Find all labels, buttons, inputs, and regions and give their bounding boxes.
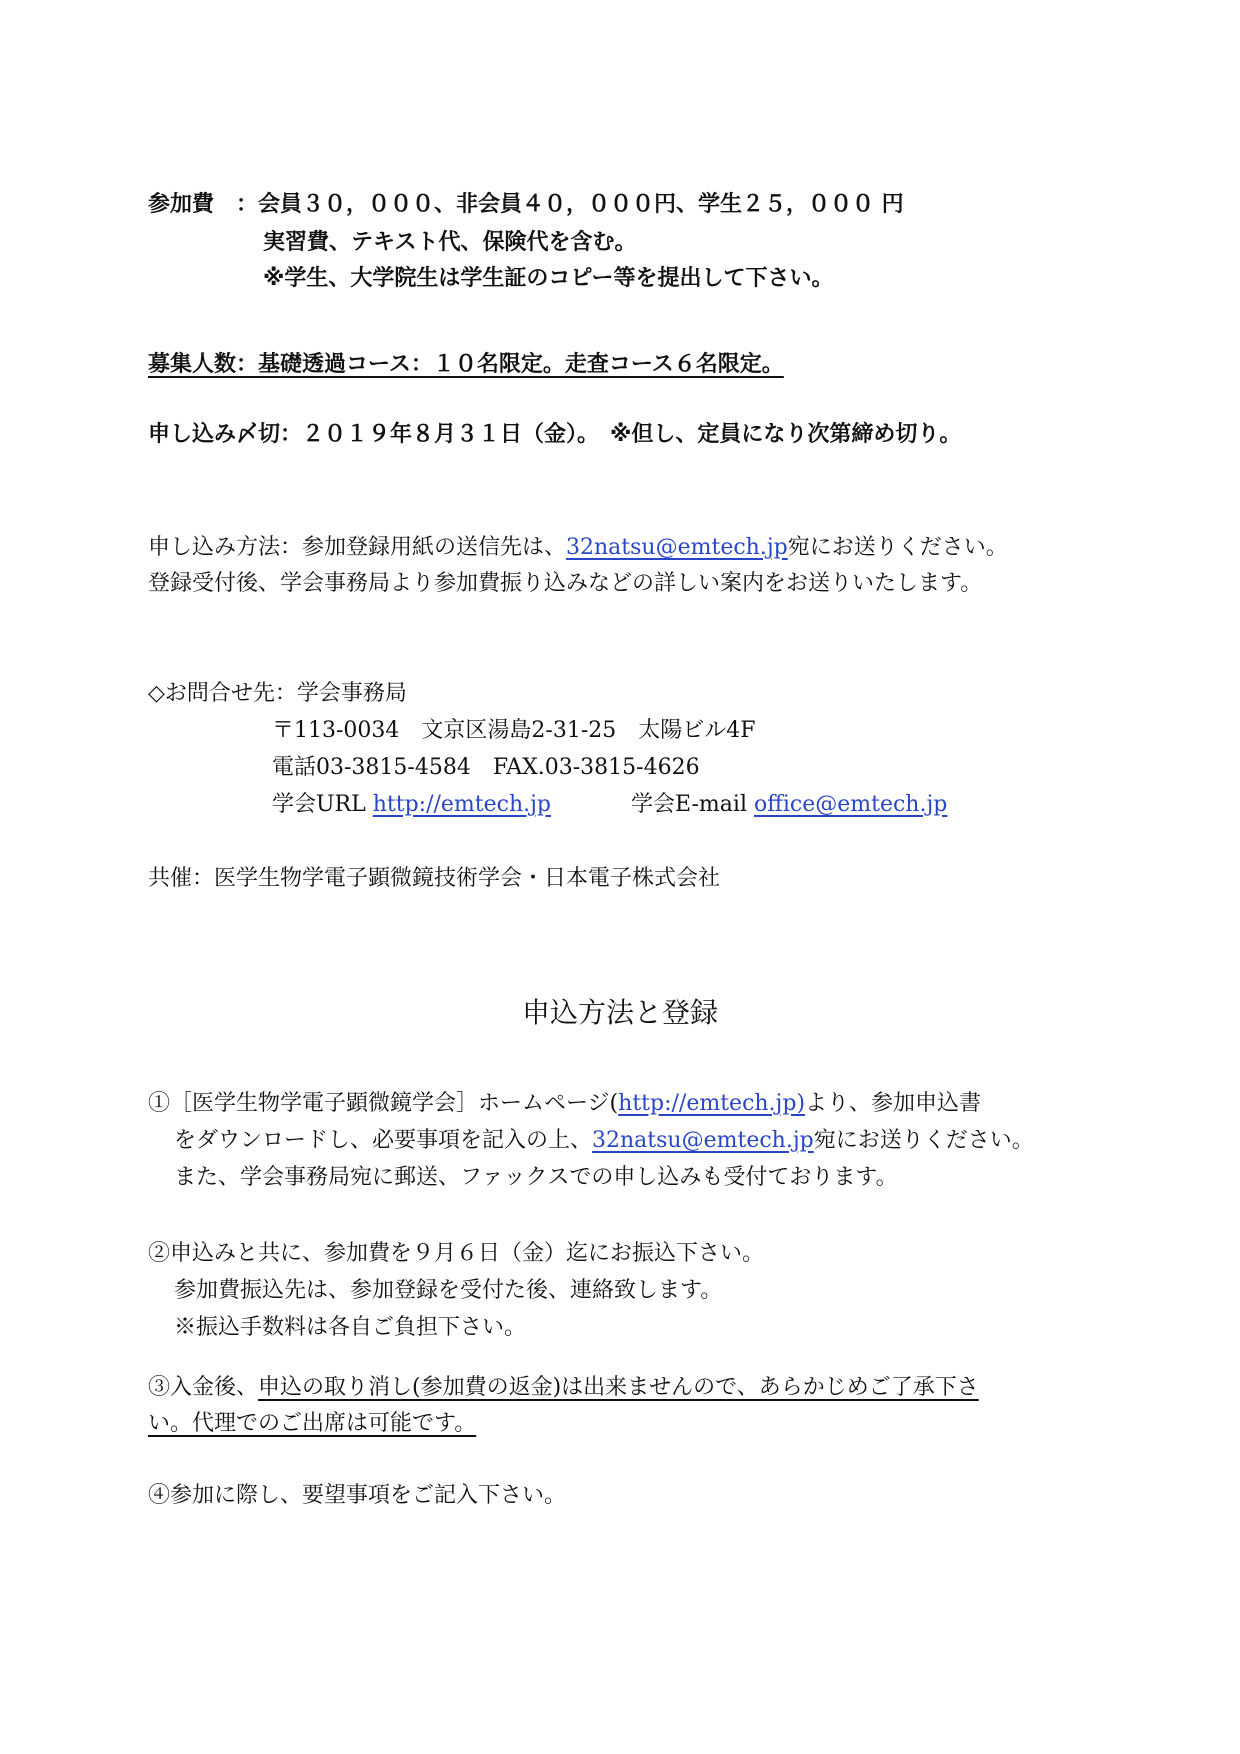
- step-3-line-2: い。代理でのご出席は可能です。: [148, 1411, 477, 1436]
- step-1-line-2-suffix: 宛にお送りください。: [813, 1128, 1034, 1153]
- step-2-line-1: ②申込みと共に、参加費を９月６日（金）迄にお振込下さい。: [148, 1241, 765, 1266]
- method-line-2: 登録受付後、学会事務局より参加費振り込みなどの詳しい案内をお送りいたします。: [148, 571, 983, 596]
- fee-label: 参加費 ：: [148, 192, 259, 217]
- society-email-link[interactable]: office@emtech.jp: [753, 792, 948, 817]
- email-label: 学会E-mail: [631, 792, 747, 817]
- fee-amounts: 会員３０，０００、非会員４０，０００円、学生２５，０００ 円: [258, 192, 904, 217]
- contact-address: 〒113-0034 文京区湯島2-31-25 太陽ビル4F: [272, 718, 756, 743]
- method-suffix: 宛にお送りください。: [787, 535, 1008, 560]
- url-label: 学会URL: [272, 792, 366, 817]
- society-url-link[interactable]: http://emtech.jp: [372, 792, 552, 817]
- homepage-link[interactable]: http://emtech.jp): [618, 1091, 806, 1116]
- fee-includes: 実習費、テキスト代、保険代を含む。: [263, 230, 637, 255]
- step-1-line-2: [174, 1126, 1034, 1156]
- step-1-suffix: より、参加申込書: [805, 1091, 982, 1116]
- contact-web: [272, 790, 947, 820]
- section-heading: 申込方法と登録: [521, 996, 718, 1029]
- recruit-count: 募集人数：基礎透過コース：１０名限定。走査コース６名限定。: [148, 352, 784, 377]
- method-prefix: 申し込み方法：参加登録用紙の送信先は、: [148, 535, 567, 560]
- step-3-prefix: ③入金後、: [148, 1375, 259, 1400]
- fee-line-1: [148, 190, 904, 220]
- step-3-line-1: [148, 1373, 979, 1403]
- step-3-cancellation-note: 申込の取り消し(参加費の返金)は出来ませんので、あらかじめご了承下さ: [258, 1375, 979, 1400]
- step-4: ④参加に際し、要望事項をご記入下さい。: [148, 1483, 567, 1508]
- step-1-line-1: [148, 1089, 981, 1119]
- step-1-prefix: ①［医学生物学電子顕微鏡学会］ホームページ(: [148, 1091, 619, 1116]
- contact-phone-fax: 電話03-3815-4584 FAX.03-3815-4626: [272, 755, 700, 780]
- method-line-1: [148, 533, 1008, 563]
- contact-title: ◇お問合せ先：学会事務局: [148, 681, 407, 706]
- application-deadline: 申し込み〆切：２０１９年８月３１日（金）。 ※但し、定員になり次第締め切り。: [148, 422, 962, 447]
- method-email-link[interactable]: 32natsu@emtech.jp: [566, 535, 788, 560]
- step-1-line-3: また、学会事務局宛に郵送、ファックスでの申し込みも受付ております。: [174, 1165, 898, 1190]
- fee-student-note: ※学生、大学院生は学生証のコピー等を提出して下さい。: [263, 266, 834, 291]
- step-1-email-link[interactable]: 32natsu@emtech.jp: [592, 1128, 814, 1153]
- step-2-line-3: ※振込手数料は各自ご負担下さい。: [174, 1315, 527, 1340]
- cohost: 共催：医学生物学電子顕微鏡技術学会・日本電子株式会社: [148, 866, 721, 891]
- step-2-line-2: 参加費振込先は、参加登録を受付た後、連絡致します。: [174, 1278, 723, 1303]
- step-1-line-2-prefix: をダウンロードし、必要事項を記入の上、: [174, 1128, 593, 1153]
